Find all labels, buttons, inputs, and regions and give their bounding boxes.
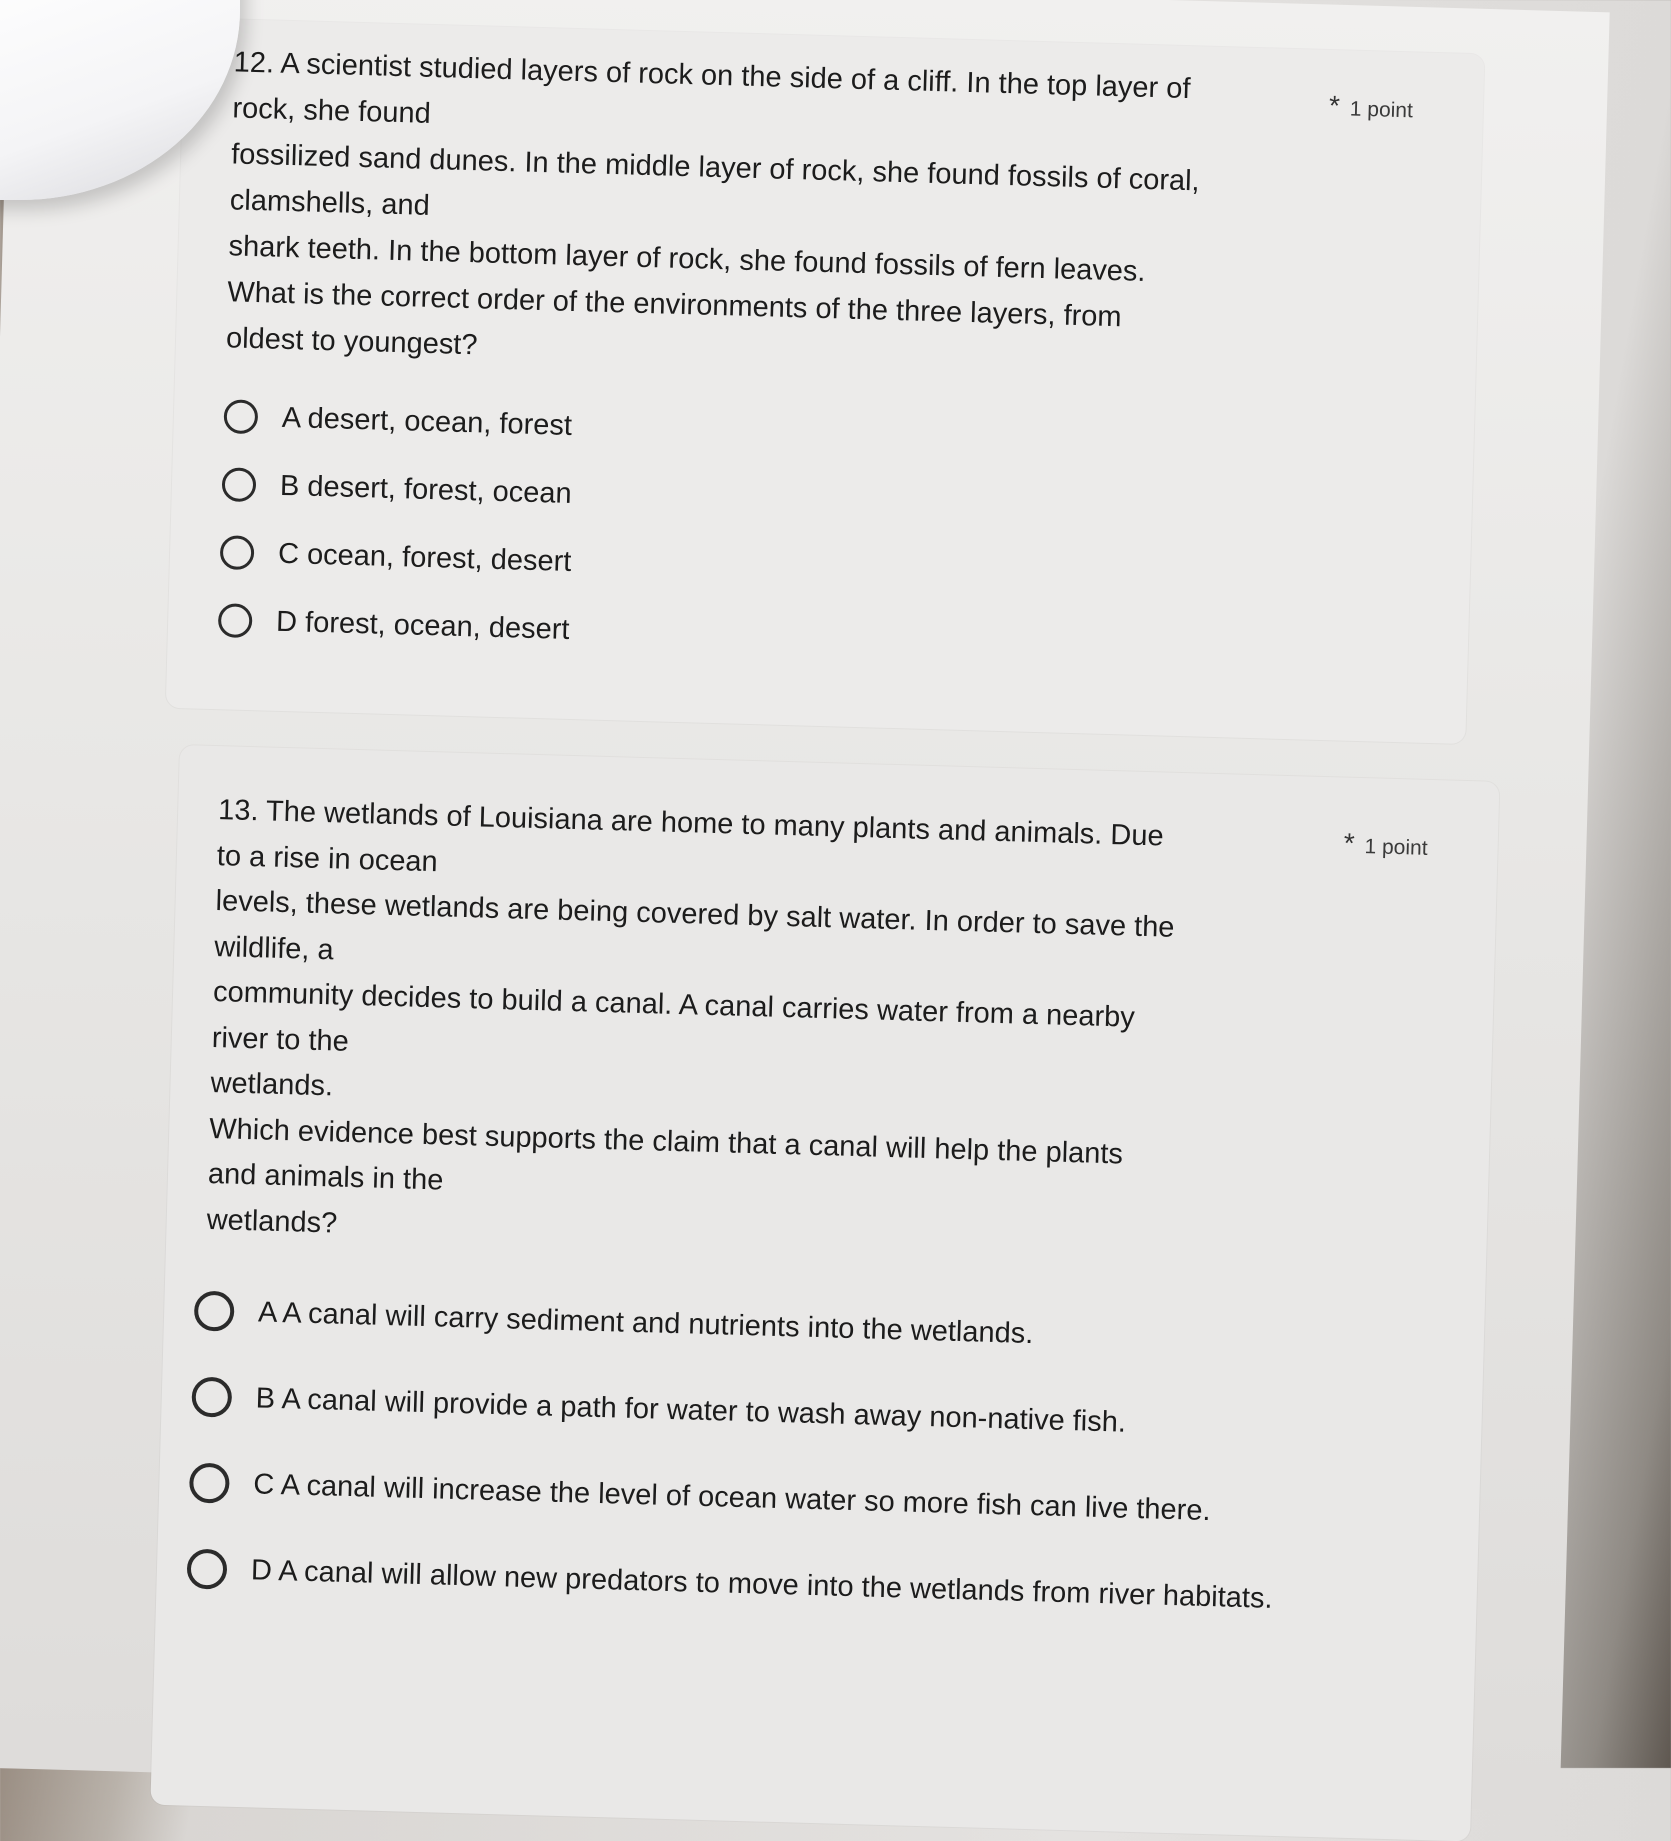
option-label: D forest, ocean, desert (275, 605, 570, 646)
question-header (166, 745, 1499, 1279)
radio-circle-icon[interactable] (186, 1549, 227, 1590)
points-value: 1 point (1364, 835, 1428, 860)
option-label: D A canal will allow new predators to move into the wetlands from river habitats. (250, 1553, 1273, 1615)
option-label: A desert, ocean, forest (281, 401, 573, 442)
question-card-13 (150, 745, 1499, 1841)
question-header (175, 18, 1484, 396)
option-label: C ocean, forest, desert (277, 537, 572, 578)
question-card-12 (166, 18, 1485, 744)
option-b[interactable] (191, 1377, 1482, 1453)
radio-circle-icon[interactable] (194, 1291, 235, 1332)
radio-circle-icon[interactable] (218, 603, 253, 638)
question-text: 12. A scientist studied layers of rock on the side of a cliff. In the top layer of rock, she found fossilized sand dunes. In the middle layer of rock, she found fossils of coral, clamshells, and shark teeth. In the bottom layer of rock, she found fossils of fern leaves. What is the correct order of the environments of the three layers, from oldest to youngest? (225, 46, 1201, 362)
radio-circle-icon[interactable] (220, 535, 255, 570)
radio-circle-icon[interactable] (222, 467, 257, 502)
option-d[interactable] (218, 603, 1468, 672)
option-d[interactable] (186, 1549, 1477, 1625)
option-label: B desert, forest, ocean (279, 469, 573, 510)
option-b[interactable] (222, 467, 1472, 536)
option-label: B A canal will provide a path for water to wash away non-native fish. (255, 1381, 1127, 1439)
answer-options (156, 1290, 1484, 1625)
option-c[interactable] (189, 1463, 1480, 1539)
answer-options (168, 398, 1474, 672)
radio-circle-icon[interactable] (191, 1377, 232, 1418)
question-text: 13. The wetlands of Louisiana are home to many plants and animals. Due to a rise in ocean levels, these wetlands are being covered by salt water. In order to save the wildlife, a community decides to build a canal. A canal carries water from a nearby river to the wetlands. Which evidence best supports the claim that a canal will help the plants and animals in the wetlands? (206, 794, 1175, 1240)
option-label: C A canal will increase the level of ocean water so more fish can live there. (252, 1467, 1211, 1527)
radio-circle-icon[interactable] (223, 399, 258, 434)
required-asterisk: * (1328, 89, 1341, 122)
option-a[interactable] (223, 399, 1473, 468)
points-value: 1 point (1349, 97, 1414, 123)
option-label: A A canal will carry sediment and nutrients into the wetlands. (257, 1295, 1034, 1350)
points-label (1329, 90, 1414, 124)
required-asterisk: * (1343, 827, 1356, 859)
option-a[interactable] (194, 1291, 1485, 1367)
radio-circle-icon[interactable] (189, 1463, 230, 1504)
points-label (1343, 828, 1428, 862)
option-c[interactable] (220, 535, 1470, 604)
